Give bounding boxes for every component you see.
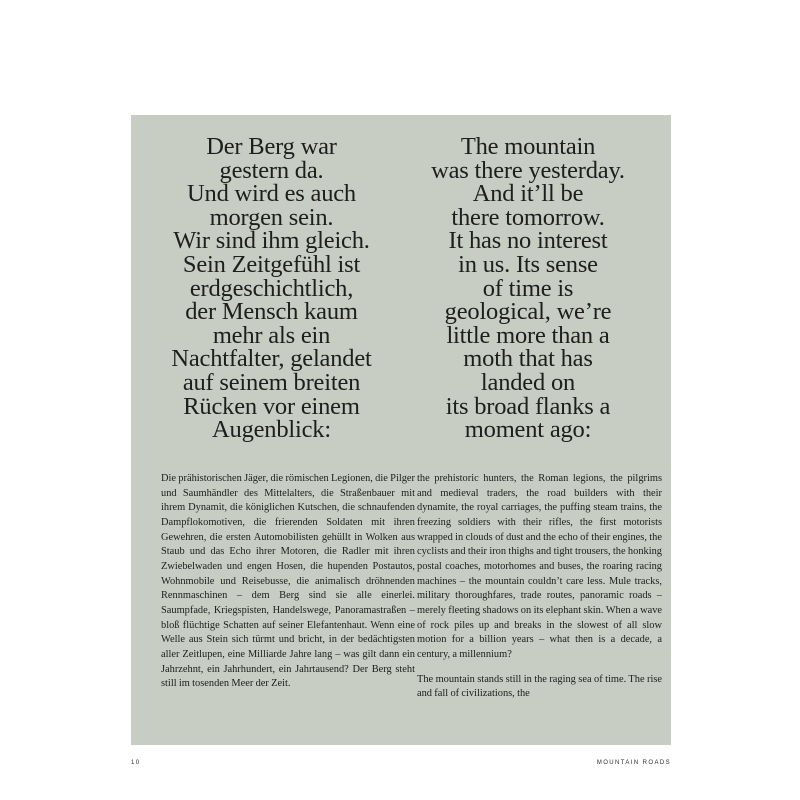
pull-quote-line: der Mensch kaum bbox=[185, 298, 358, 326]
pull-quote-line: Wir sind ihm gleich. bbox=[173, 227, 370, 255]
pull-quote-line: auf seinem breiten bbox=[182, 368, 361, 396]
pull-quote-line: there tomorrow. bbox=[451, 203, 605, 231]
pull-quote-line: in us. Its sense bbox=[458, 250, 598, 278]
pull-quote-line: was there yesterday. bbox=[431, 156, 625, 184]
pull-quote-line: gestern da. bbox=[219, 156, 324, 184]
pull-quote-line: morgen sein. bbox=[209, 203, 334, 231]
pull-quote-line: Nachtfalter, gelandet bbox=[171, 345, 372, 373]
page-number: 10 bbox=[131, 760, 141, 766]
pull-quote-line: Der Berg war bbox=[206, 133, 337, 160]
body-paragraph-english-1: the prehistoric hunters, the Roman legions, the pilgrims and medieval traders, the road builders with their dynamite, the royal carriages, the puffing steam trains, the freezing soldiers with their rifles, the first motorists wrapped in clouds of dust and the echo of their engines, the cyclists and their iron thighs and tight trousers, the honking postal coaches, motorhomes and buses, the roaring racing machines – the mountain couldn’t care less. Mule tracks, military thoroughfares, trade routes, panoramic roads – merely fleeting shadows on its elephant skin. When a wave of rock piles up and breaks in the slowest of all slow motion for a billion years – what then is a decade, a century, a millennium? bbox=[417, 473, 662, 660]
pull-quote-line: It has no interest bbox=[448, 227, 608, 255]
pull-quote-line: its broad flanks a bbox=[445, 392, 611, 420]
pull-quote-line: Sein Zeitgefühl ist bbox=[182, 250, 361, 278]
pull-quote-english bbox=[403, 135, 653, 442]
pull-quote-line: Augenblick: bbox=[212, 416, 331, 444]
pull-quote-line: moth that has bbox=[463, 345, 593, 373]
pull-quote-line: landed on bbox=[480, 368, 576, 396]
pull-quote-line: And it’ll be bbox=[472, 180, 584, 208]
article-panel bbox=[131, 115, 671, 745]
pull-quote-line: geological, we’re bbox=[444, 298, 612, 326]
pull-quote-line: little more than a bbox=[446, 321, 610, 349]
body-text-english bbox=[417, 472, 662, 702]
pull-quote-line: Rücken vor einem bbox=[183, 392, 360, 420]
pull-quote-line: mehr als ein bbox=[212, 321, 331, 349]
body-text-german bbox=[161, 472, 415, 692]
pull-quote-line: The mountain bbox=[460, 133, 596, 160]
pull-quote-german bbox=[149, 135, 394, 442]
pull-quote-line: Und wird es auch bbox=[187, 180, 356, 208]
section-title: MOUNTAIN ROADS bbox=[596, 760, 671, 766]
body-paragraph-english-2: The mountain stands still in the raging sea of time. The rise and fall of civilizations, the bbox=[417, 673, 662, 700]
pull-quote-line: moment ago: bbox=[464, 416, 592, 444]
pull-quote-line: erdgeschichtlich, bbox=[189, 274, 354, 302]
body-paragraph-german: Die prähistorischen Jäger, die römischen Legionen, die Pilger und Saumhändler des Mittelalters, die Straßenbauer mit ihrem Dynamit, die königlichen Kutschen, die schnaufenden Dampflokomotiven, die frierenden Soldaten mit ihren Gewehren, die ersten Automobilisten gehüllt in Wolken aus Staub und das Echo ihrer Motoren, die Radler mit ihren Zwiebelwaden und engen Hosen, die hupenden Postautos, Wohnmobile und Reisebusse, die animalisch dröhnenden Rennmaschinen – dem Berg sind sie alle einerlei. Saumpfade, Kriegspisten, Handelswege, Panoramastraßen – bloß flüchtige Schatten auf seiner Elefantenhaut. Wenn eine Welle aus Stein sich türmt und bricht, in der bedächtigsten aller Zeitlupen, eine Milliarde Jahre lang – was gilt dann ein Jahrzehnt, ein Jahrhundert, ein Jahrtausend? Der Berg steht still im tosenden Meer der Zeit. bbox=[161, 473, 415, 690]
pull-quote-line: of time is bbox=[482, 274, 574, 302]
